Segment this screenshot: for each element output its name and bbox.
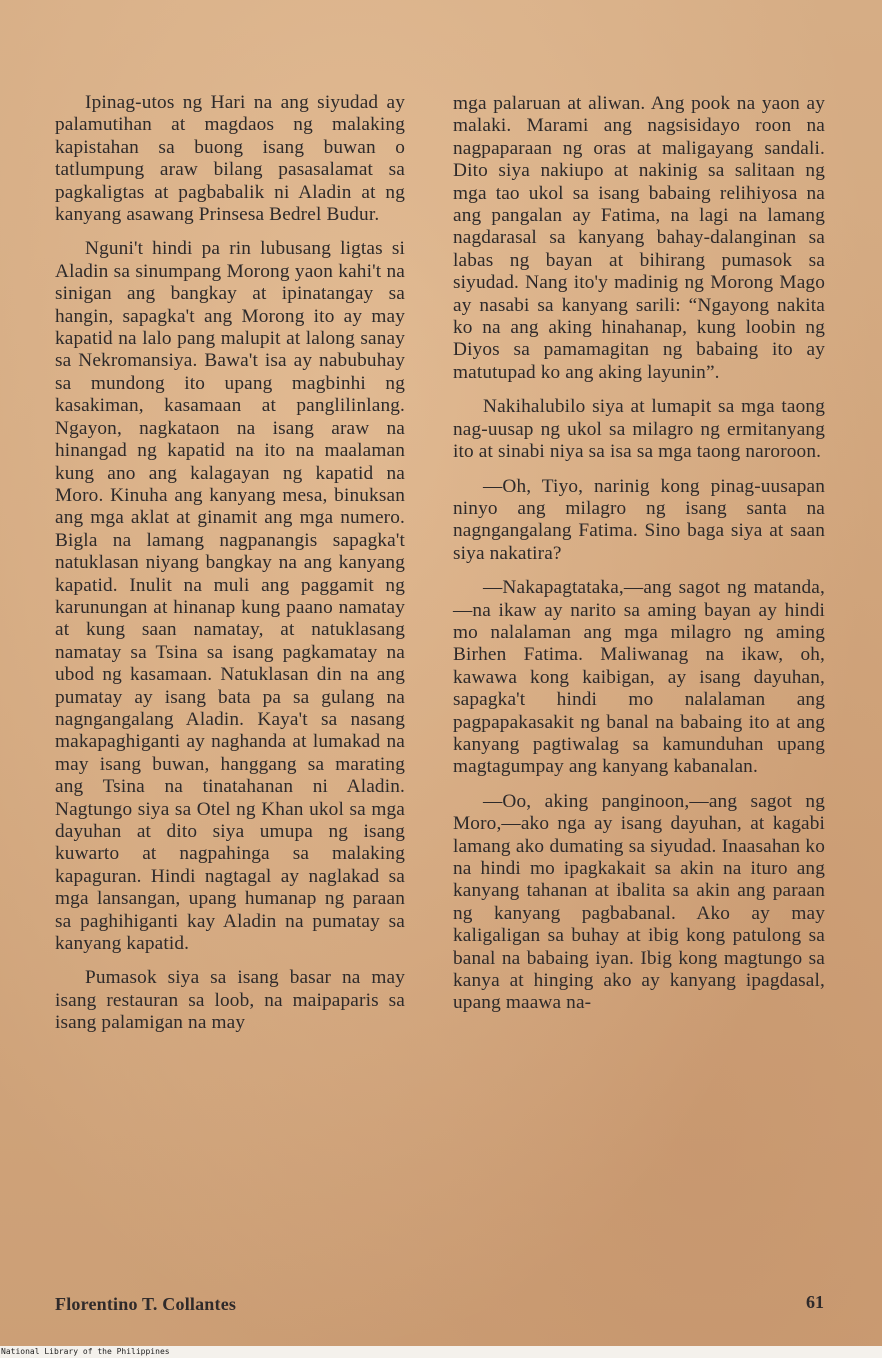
right-text-column: [453, 93, 825, 1027]
library-stamp: National Library of the Philippines: [0, 1346, 882, 1358]
right-paragraph-5: —Oo, aking panginoon,—ang sagot ng Moro,—ako nga ay isang dayuhan, at kagabi lamang ako dumating sa siyudad. Inaasahan ko na hindi mo ipagkakait sa akin na ituro ang kanyang tahanan at ibalita sa akin ang paraan ng kanyang pagbabanal. Ako ay may kaligaligan sa buhay at ibig kong patulong sa banal na babaing iyan. Ibig kong magtungo sa kanya at hinging ako ay kanyang ipagdasal, upang maawa na-: [453, 790, 825, 1014]
right-paragraph-2: Nakihalubilo siya at lumapit sa mga taong nag-uusap ng ukol sa milagro ng ermitanyang ito at sinabi niya sa isa sa mga taong naroroon.: [453, 396, 825, 463]
left-paragraph-1: Ipinag-utos ng Hari na ang siyudad ay palamutihan at magdaos ng malaking kapistahan sa buong isang buwan o tatlumpung araw bilang pasasalamat sa pagkaligtas at pagbabalik ni Aladin at ng kanyang asawang Prinsesa Bedrel Budur.: [55, 92, 405, 226]
right-paragraph-1: mga palaruan at aliwan. Ang pook na yaon ay malaki. Marami ang nagsisidayo roon na nagpaparaan ng oras at maligayang sandali. Dito siya nakiupo at nakinig sa salitaan ng mga tao ukol sa isang babaing relihiyosa na ang pangalan ay Fatima, na lagi na lamang nagdarasal sa kanyang bahay-dalanginan sa labas ng bayan at bihirang pumasok sa siyudad. Nang ito'y madinig ng Morong Mago ay nasabi sa kanyang sarili: “Ngayong nakita ko na ang aking hinahanap, kung loobin ng Diyos sa pamamagitan ng babaing ito ay matutupad ko ang aking layunin”.: [453, 93, 825, 383]
left-paragraph-3: Pumasok siya sa isang basar na may isang restauran sa loob, na maipaparis sa isang palamigan na may: [55, 967, 405, 1034]
footer-author: Florentino T. Collantes: [55, 1294, 237, 1314]
left-text-column: [55, 92, 405, 1047]
left-paragraph-2: Nguni't hindi pa rin lubusang ligtas si Aladin sa sinumpang Morong yaon kahi't na sinigan ang bangkay at ipinatangay sa hangin, sapagka't ang Morong ito ay may kapatid na lalo pang malupit at lalong sanay sa Nekromansiya. Bawa't isa ay nabubuhay sa mundong ito upang magbinhi ng kasakiman, kasamaan at panglilinlang. Ngayon, nagkataon na isang araw na hinangad ng kapatid na ito na maalaman kung ano ang kalagayan ng kapatid na Moro. Kinuha ang kanyang mesa, binuksan ang mga aklat at ginamit ang mga numero. Bigla na lamang nagpanangis sapagka't natuklasan niyang bangkay na ang kanyang kapatid. Inulit na muli ang paggamit ng karunungan at hinanap kung paano namatay at kung saan namatay, at natuklasang namatay sa Tsina sa isang pagkamatay na ubod ng kasamaan. Natuklasan din na ang pumatay ay isang bata pa sa gulang na nagngangalang Aladin. Kaya't sa nasang makapaghiganti ay naghanda at lumakad na may isang buwan, hanggang sa marating ang Tsina na tinatahanan ni Aladin. Nagtungo siya sa Otel ng Khan ukol sa mga dayuhan at dito siya umupa ng isang kuwarto at nagpahinga sa malaking kapaguran. Hindi nagtagal ay naglakad sa mga lansangan, upang humanap ng paraan sa paghihiganti kay Aladin na pumatay sa kanyang kapatid.: [55, 238, 405, 955]
page-number: 61: [806, 1292, 824, 1312]
right-paragraph-4: —Nakapagtataka,—ang sagot ng matanda,—na ikaw ay narito sa aming bayan ay hindi mo nalalaman ang mga milagro ng aming Birhen Fatima. Maliwanag na ikaw, oh, kawawa kong kaibigan, ay isang dayuhan, sapagka't hindi mo nalalaman ang pagpapakasakit ng banal na babaing ito at ang kanyang pagtiwalag sa kamunduhan upang magtagumpay ang kanyang kabanalan.: [453, 577, 825, 778]
right-paragraph-3: —Oh, Tiyo, narinig kong pinag-uusapan ninyo ang milagro ng isang santa na nagngangalang Fatima. Sino baga siya at saan siya nakatira?: [453, 475, 825, 564]
